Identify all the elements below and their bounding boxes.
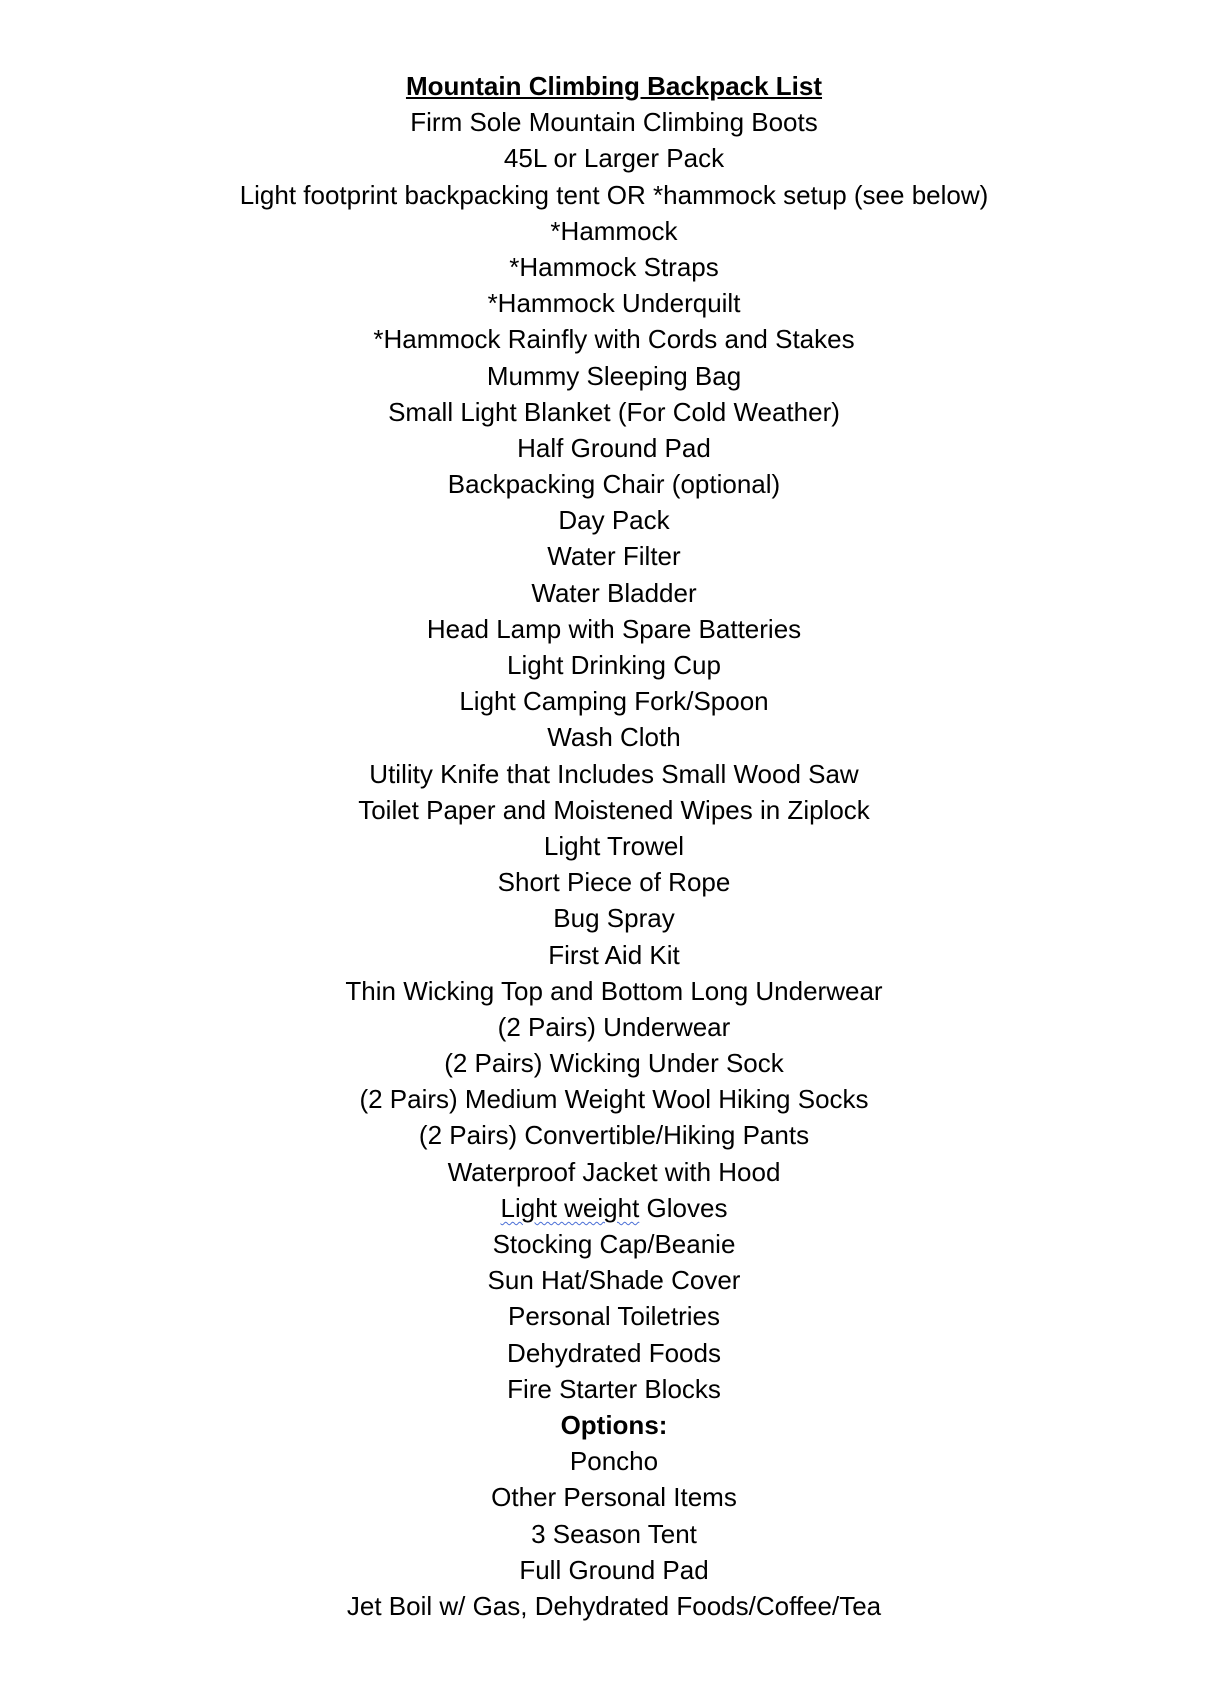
list-item: *Hammock Underquilt <box>487 288 741 319</box>
list-item: Head Lamp with Spare Batteries <box>426 613 802 644</box>
list-item: Water Filter <box>547 541 681 572</box>
option-item: 3 Season Tent <box>531 1518 697 1549</box>
list-item: Half Ground Pad <box>517 432 711 463</box>
spellcheck-flagged-text[interactable]: Light weight <box>500 1192 640 1223</box>
list-item: Stocking Cap/Beanie <box>492 1229 736 1259</box>
list-item: Dehydrated Foods <box>507 1337 721 1368</box>
list-item: (2 Pairs) Wicking Under Sock <box>444 1048 784 1079</box>
list-item: Firm Sole Mountain Climbing Boots <box>410 107 818 138</box>
list-item: First Aid Kit <box>548 939 680 970</box>
list-item: Bug Spray <box>553 903 675 934</box>
list-item: Backpacking Chair (optional) <box>447 469 781 500</box>
list-item: Light Camping Fork/Spoon <box>459 686 769 717</box>
list-item: *Hammock Rainfly with Cords and Stakes <box>373 324 855 355</box>
list-item: Toilet Paper and Moistened Wipes in Ziplock <box>358 794 870 825</box>
list-item: Waterproof Jacket with Hood <box>447 1156 781 1187</box>
option-item: Poncho <box>569 1446 659 1477</box>
list-item: Small Light Blanket (For Cold Weather) <box>388 396 840 427</box>
list-item: Utility Knife that Includes Small Wood Saw <box>369 758 859 789</box>
document-title: Mountain Climbing Backpack List <box>405 71 823 101</box>
list-item: (2 Pairs) Underwear <box>497 1011 731 1042</box>
list-item: Light footprint backpacking tent OR *hammock setup (see below) <box>239 179 989 210</box>
list-item: 45L or Larger Pack <box>503 143 725 174</box>
option-item: Full Ground Pad <box>519 1554 709 1585</box>
list-item: Light Drinking Cup <box>507 650 721 680</box>
option-item: Other Personal Items <box>491 1482 737 1513</box>
list-item: (2 Pairs) Medium Weight Wool Hiking Socks <box>359 1084 869 1115</box>
list-item: Fire Starter Blocks <box>507 1373 721 1404</box>
list-item: Wash Cloth <box>547 722 681 753</box>
list-item: Thin Wicking Top and Bottom Long Underwear <box>345 975 883 1006</box>
list-item: Day Pack <box>558 505 670 536</box>
list-item: *Hammock <box>550 215 678 246</box>
list-item-text: Gloves <box>639 1192 728 1223</box>
list-item: Light Trowel <box>543 830 685 861</box>
list-item: Mummy Sleeping Bag <box>486 360 742 391</box>
document-page <box>0 68 1228 1624</box>
list-item: Sun Hat/Shade Cover <box>487 1265 741 1296</box>
list-item: Personal Toiletries <box>508 1301 720 1332</box>
list-item: *Hammock Straps <box>509 251 719 282</box>
list-item-gloves <box>0 1190 1228 1226</box>
options-heading: Options: <box>560 1409 668 1440</box>
list-item: Short Piece of Rope <box>497 867 731 898</box>
list-item: (2 Pairs) Convertible/Hiking Pants <box>418 1120 810 1151</box>
option-item: Jet Boil w/ Gas, Dehydrated Foods/Coffee/Tea <box>346 1590 882 1621</box>
list-item: Water Bladder <box>531 577 697 608</box>
